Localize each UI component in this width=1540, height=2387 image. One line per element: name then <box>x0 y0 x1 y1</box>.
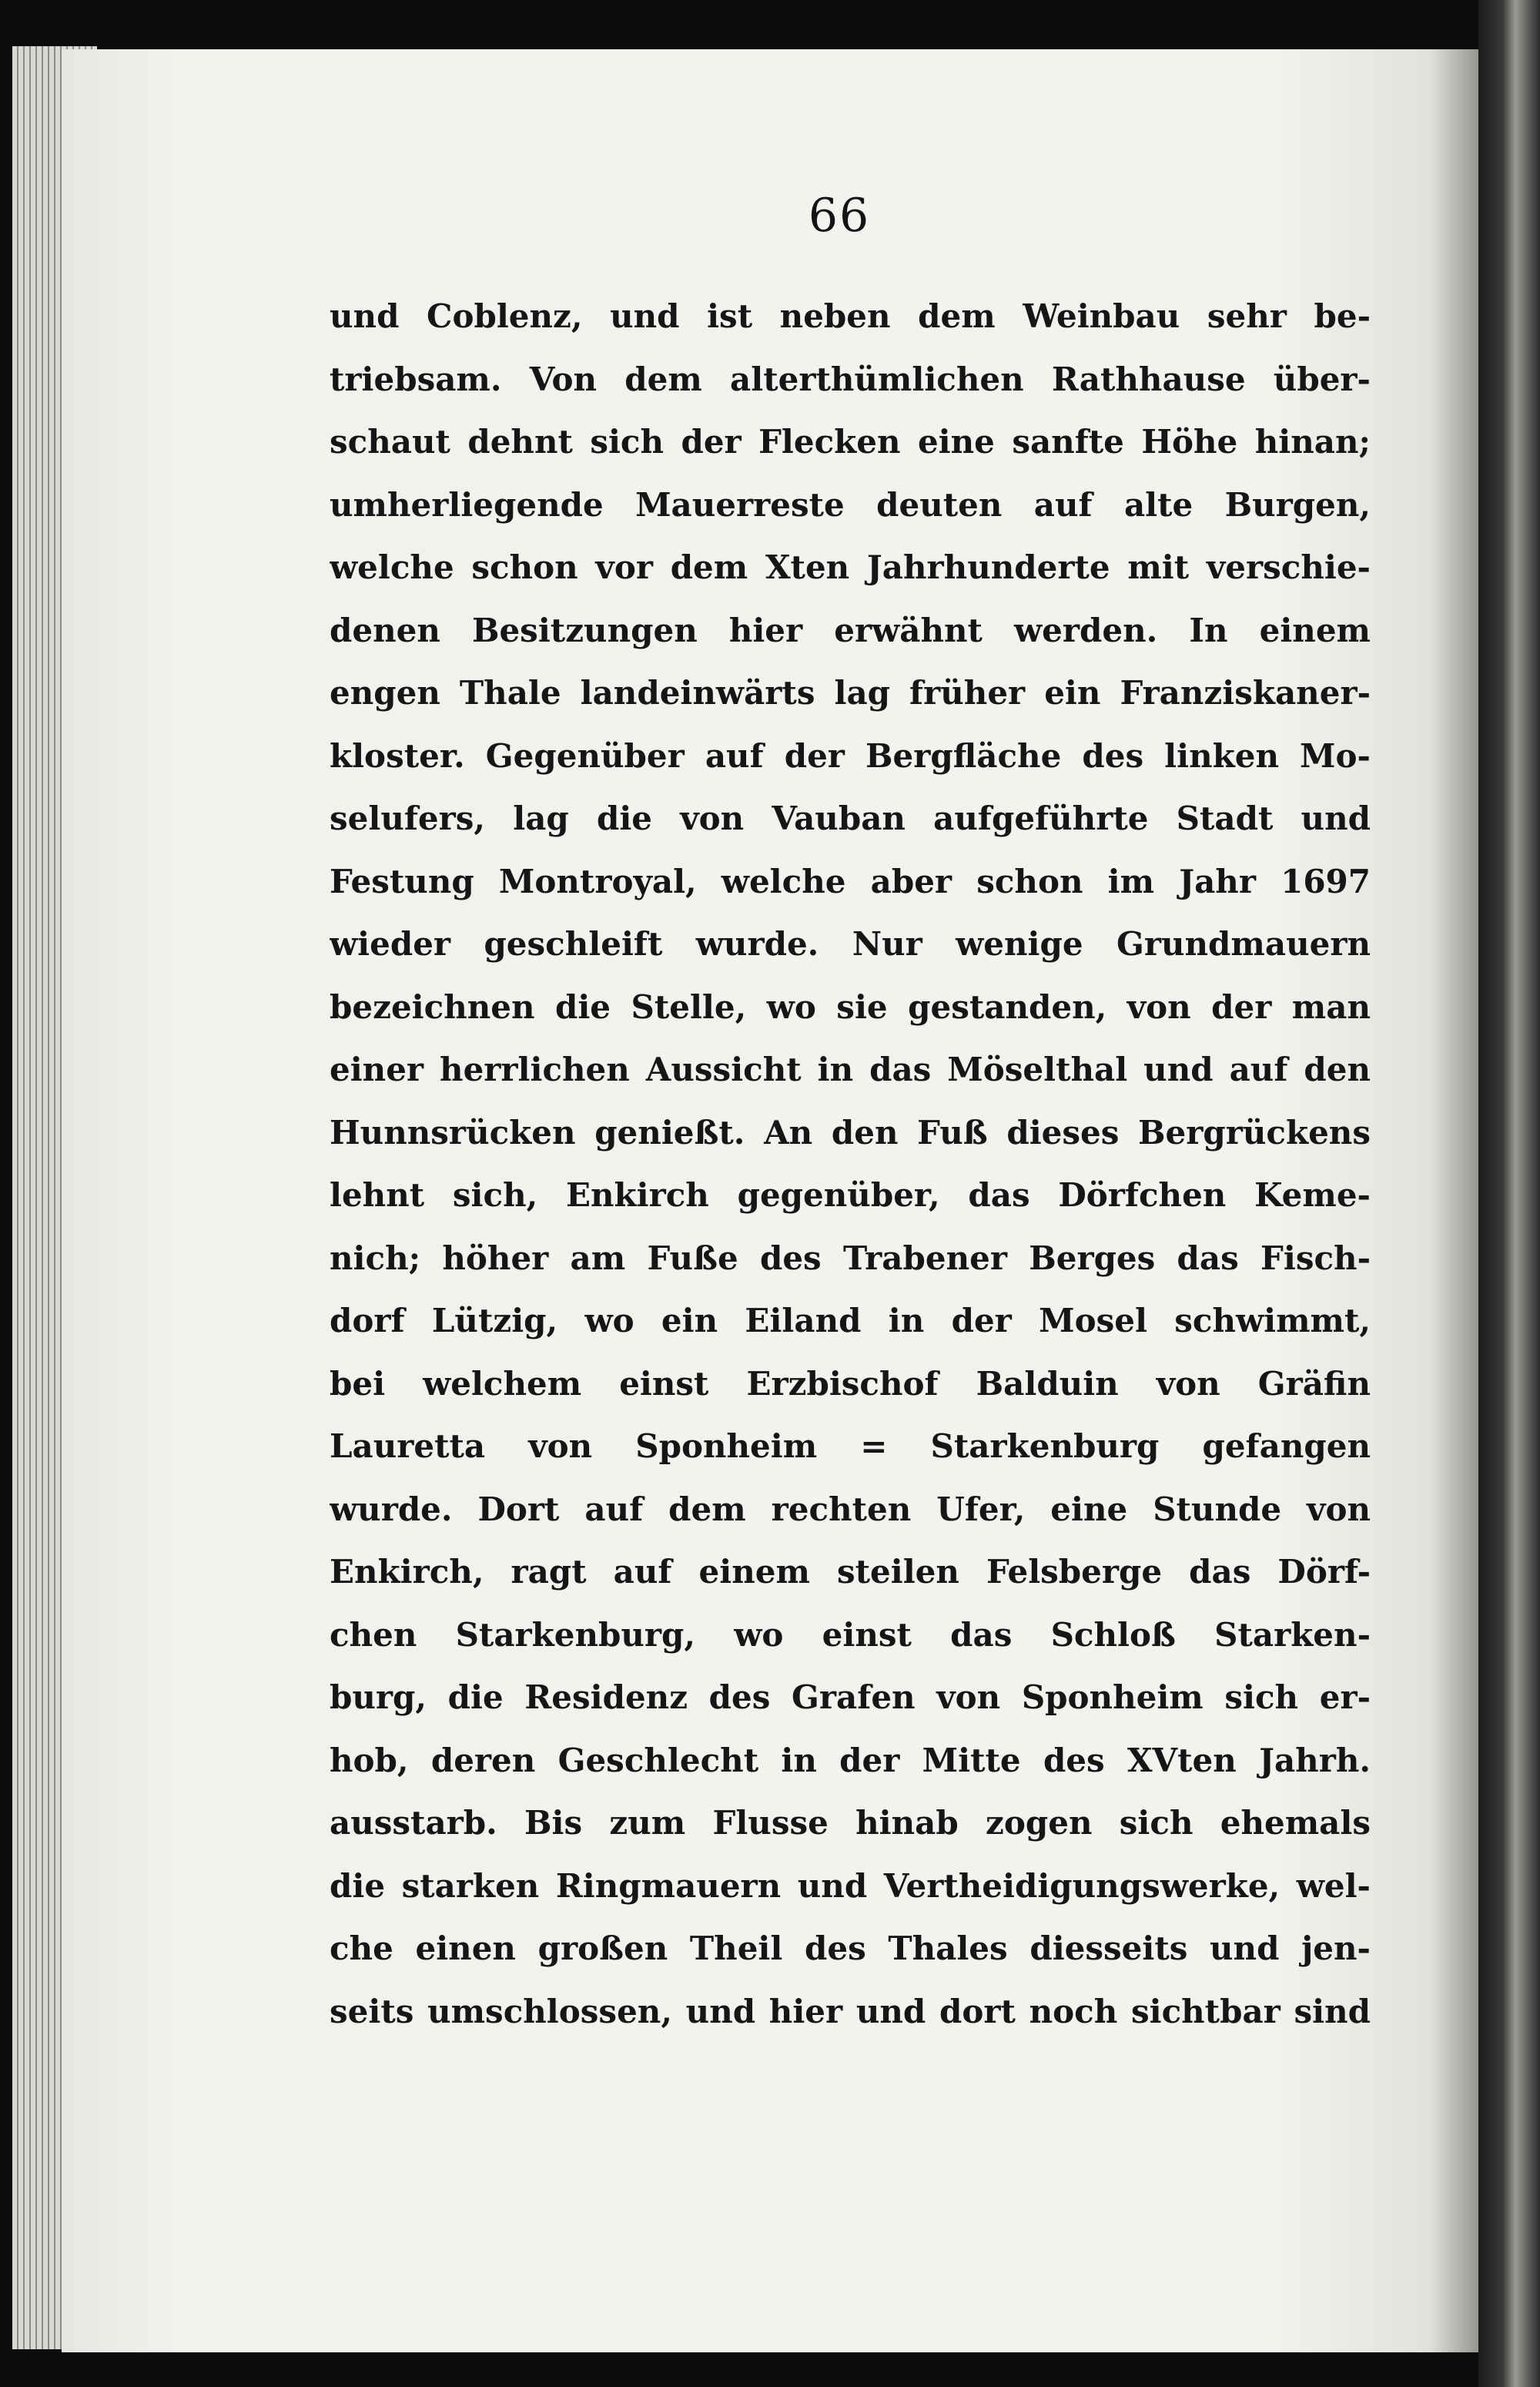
text-line: chen Starkenburg, wo einst das Schloß Starken- <box>330 1615 1371 1654</box>
text-line: selufers, lag die von Vauban aufgeführte Stadt und <box>330 800 1371 837</box>
text-line: einer herrlichen Aussicht in das Möselthal und auf den <box>330 1051 1371 1088</box>
text-line: che einen großen Theil des Thales diesseits und jen- <box>330 1929 1371 1967</box>
text-line: seits umschlossen, und hier und dort noch sichtbar sind <box>330 1992 1371 2030</box>
binding-shadow <box>1432 49 1478 2352</box>
text-line: bei welchem einst Erzbischof Balduin von Gräfin <box>330 1364 1371 1403</box>
text-line: ausstarb. Bis zum Flusse hinab zogen sich ehemals <box>330 1804 1371 1842</box>
text-line: die starken Ringmauern und Vertheidigungswerke, wel- <box>330 1866 1371 1905</box>
text-line: Hunnsrücken genießt. An den Fuß dieses Bergrückens <box>330 1113 1371 1152</box>
text-line: lehnt sich, Enkirch gegenüber, das Dörfchen Keme- <box>330 1176 1371 1214</box>
text-line: burg, die Residenz des Grafen von Sponheim sich er- <box>330 1678 1371 1716</box>
text-line: Enkirch, ragt auf einem steilen Felsberge das Dörf- <box>330 1553 1371 1591</box>
text-line: umherliegende Mauerreste deuten auf alte Burgen, <box>330 485 1371 524</box>
text-line: bezeichnen die Stelle, wo sie gestanden, von der man <box>330 987 1371 1026</box>
text-line: dorf Lützig, wo ein Eiland in der Mosel schwimmt, <box>330 1302 1371 1339</box>
text-line: triebsam. Von dem alterthümlichen Rathhause über- <box>330 360 1371 398</box>
text-line: denen Besitzungen hier erwähnt werden. In einem <box>330 611 1371 649</box>
text-line: Lauretta von Sponheim = Starkenburg gefangen <box>330 1427 1371 1465</box>
text-line: Festung Montroyal, welche aber schon im Jahr 1697 <box>330 862 1371 900</box>
page-number: 66 <box>808 189 871 243</box>
text-line: und Coblenz, und ist neben dem Weinbau sehr be- <box>330 297 1371 335</box>
text-line: engen Thale landeinwärts lag früher ein Franziskaner- <box>330 674 1371 712</box>
text-line: welche schon vor dem Xten Jahrhunderte mit verschie- <box>330 548 1371 586</box>
text-line: schaut dehnt sich der Flecken eine sanfte Höhe hinan; <box>330 423 1371 461</box>
facing-page-edge <box>1478 0 1540 2387</box>
body-text <box>330 285 1371 2043</box>
text-line: wurde. Dort auf dem rechten Ufer, eine Stunde von <box>330 1490 1371 1528</box>
text-line: nich; höher am Fuße des Trabener Berges das Fisch- <box>330 1239 1371 1277</box>
text-line: wieder geschleift wurde. Nur wenige Grundmauern <box>330 925 1371 963</box>
text-line: hob, deren Geschlecht in der Mitte des XVten Jahrh. <box>330 1741 1371 1779</box>
text-line: kloster. Gegenüber auf der Bergfläche des linken Mo- <box>330 736 1371 775</box>
